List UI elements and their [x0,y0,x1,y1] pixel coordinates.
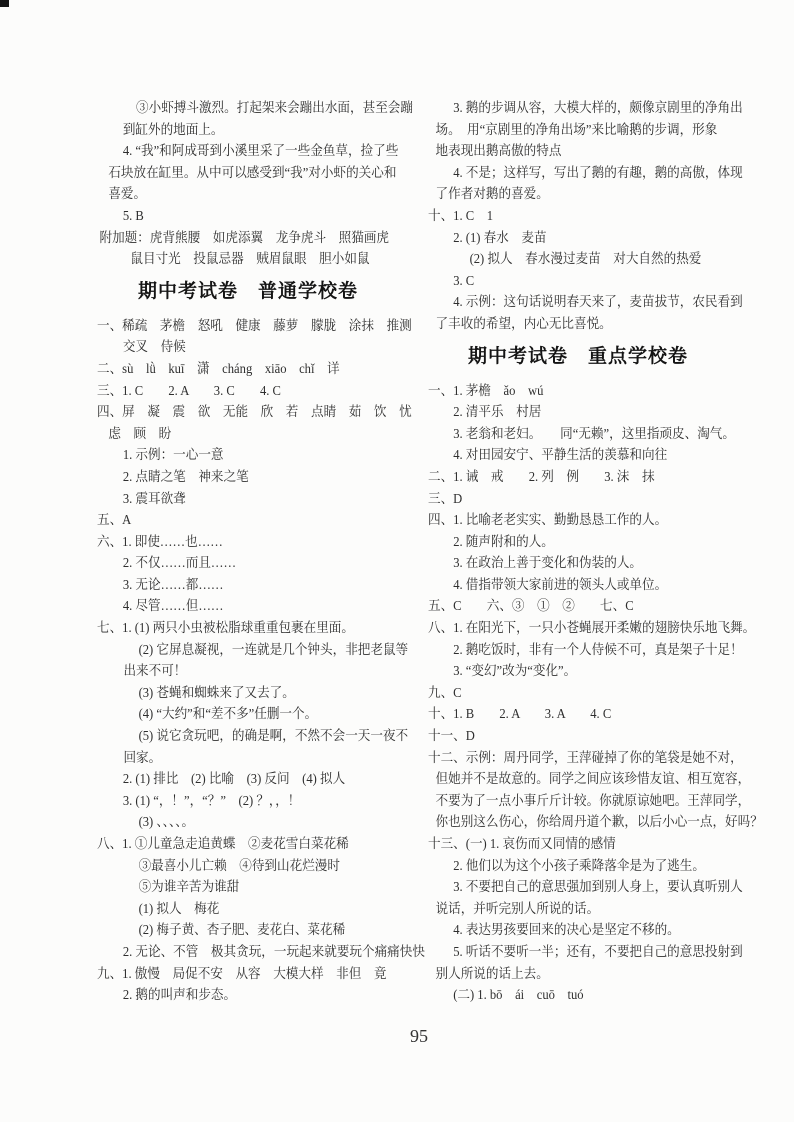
answer-line: 4. 不是；这样写，写出了鹅的有趣，鹅的高傲，体现 [453,164,743,180]
answer-line: 4. 表达男孩要回来的决心是坚定不移的。 [453,922,680,938]
page-number: 95 [410,1026,428,1046]
answer-line: 十一、D [428,728,475,744]
answer-line: 到缸外的地面上。 [122,121,224,137]
answer-line: 场。 用“京剧里的净角出场”来比喻鹅的步调，形象 [435,121,718,137]
answer-line: (2) 它屏息凝视，一连就是几个钟头，非把老鼠等 [138,641,409,657]
answer-line: 出来不可！ [123,663,187,679]
answer-line: 别人所说的话上去。 [435,965,549,981]
answer-line: 2. (1) 春水 麦苗 [453,229,547,245]
answer-line: ⑤为谁辛苦为谁甜 [138,879,240,895]
answer-line: 3. C [453,272,475,288]
answer-line: 附加题：虎背熊腰 如虎添翼 龙争虎斗 照猫画虎 [99,229,390,245]
answer-line: 2. 鹅的叫声和步态。 [122,987,237,1003]
answer-line: 4. 对田园安宁、平静生活的羡慕和向往 [453,447,668,463]
answer-line: 七、1. (1) 两只小虫被松脂球重重包裹在里面。 [97,620,354,636]
answer-line: 四、1. 比喻老老实实、勤勤恳恳工作的人。 [428,512,668,528]
answer-line: (二) 1. bō ái cuō tuó [453,987,584,1003]
answer-line: 2. 点睛之笔 神来之笔 [122,468,249,484]
answer-line: 2. (1) 排比 (2) 比喻 (3) 反问 (4) 拟人 [122,771,346,787]
answer-line: (1) 拟人 梅花 [138,900,220,916]
answer-line: (3) 、、、、。 [138,814,195,830]
answer-line: 回家。 [123,749,162,765]
answer-line: 3. 无论……都…… [122,576,224,592]
answer-line: 二、sù lǜ kuī 潇 cháng xiāo chǐ 详 [97,360,340,376]
answer-line: 五、C 六、③ ① ② 七、C [428,598,634,614]
answer-line: 5. 听话不要听一半；还有，不要把自己的意思投射到 [453,943,743,959]
answer-line: 鼠目寸光 投鼠忌器 贼眉鼠眼 胆小如鼠 [130,251,370,267]
answer-line: ③最喜小儿亡赖 ④待到山花烂漫时 [138,857,340,873]
answer-line: 三、1. C 2. A 3. C 4. C [97,382,281,398]
answer-line: 八、1. ①儿童急走追黄蝶 ②麦花雪白菜花稀 [97,836,349,851]
answer-line: 不要为了一点小事斤斤计较。你就原谅她吧。王萍同学， [435,792,751,808]
answer-line: 一、稀疏 茅檐 怒吼 健康 藤萝 朦胧 涂抹 推测 [97,317,412,333]
answer-line: 3. “变幻”改为“变化”。 [453,663,577,679]
answer-line: 3. 鹅的步调从容，大模大样的，颇像京剧里的净角出 [453,100,743,115]
answer-line: 九、C [428,684,462,700]
answer-line: 了丰收的希望，内心无比喜悦。 [435,315,612,331]
answer-line: 二、1. 诫 戒 2. 列 例 3. 沫 抹 [428,468,655,484]
answer-line: 2. 鹅吃饭时，非有一个人侍候不可，真是架子十足！ [453,641,743,657]
answer-line: 2. 随声附和的人。 [453,533,554,549]
answer-line: 一、1. 茅檐 ǎo wú [428,382,544,398]
answer-line: (4) “大约”和“差不多”任删一个。 [138,706,318,722]
answer-line: 十三、(一) 1. 哀伤而又同情的感情 [428,836,616,851]
answer-line: (5) 说它贪玩吧，的确是啊，不然不会一天一夜不 [138,728,409,744]
answer-line: 十二、示例：周丹同学，王萍碰掉了你的笔袋是她不对， [428,749,743,765]
answer-line: 石块放在缸里。从中可以感受到“我”对小虾的关心和 [108,164,397,180]
answer-line: 3. 在政治上善于变化和伪装的人。 [453,555,642,571]
answer-line: 3. 震耳欲聋 [122,490,186,506]
answer-line: 4. “我”和阿成哥到小溪里采了一些金鱼草，捡了些 [122,143,399,159]
answer-line: (2) 梅子黄、杏子肥、麦花白、菜花稀 [138,922,346,938]
answer-line: 交叉 侍候 [122,339,186,355]
answer-line: 六、1. 即使……也…… [97,533,223,549]
answer-line: 十、1. C 1 [428,207,494,223]
answer-line: 四、屏 凝 震 欲 无能 欣 若 点睛 茹 饮 忧 [97,404,412,420]
answer-line: 喜爱。 [108,186,147,202]
answer-line: 九、1. 傲慢 局促不安 从容 大模大样 非但 竟 [97,965,387,981]
answer-line: 十、1. B 2. A 3. A 4. C [428,706,612,722]
answer-line: (3) 苍蝇和蜘蛛来了又去了。 [138,684,295,700]
answer-line: 4. 借指带领大家前进的领头人或单位。 [453,576,668,592]
answer-line: (2) 拟人 春水漫过麦苗 对大自然的热爱 [469,251,702,267]
answer-line: 2. 无论、不管 极其贪玩，一玩起来就要玩个痛痛快快 [122,943,425,959]
answer-line: 2. 清平乐 村居 [453,404,542,420]
answer-line: 1. 示例：一心一意 [122,447,224,463]
answer-line: 地表现出鹅高傲的特点 [435,143,562,159]
left-column [97,97,425,1006]
answer-line: 2. 不仅……而且…… [122,555,237,571]
section-title: 期中考试卷 普通学校卷 [137,280,358,302]
answer-line: ③小虾搏斗激烈。打起架来会蹦出水面，甚至会蹦 [136,100,413,115]
answer-line: 说话，并听完别人所说的话。 [435,900,600,916]
scan-artifact-mark [0,0,9,7]
answer-line: 5. B [122,207,144,223]
answer-line: 4. 示例：这句话说明春天来了，麦苗拔节，农民看到 [453,294,743,310]
answer-line: 4. 尽管……但…… [122,598,224,614]
answer-line: 八、1. 在阳光下，一只小苍蝇展开柔嫩的翅膀快乐地飞舞。 [428,620,756,636]
section-title: 期中考试卷 重点学校卷 [467,345,688,367]
answer-line: 但她并不是故意的。同学之间应该珍惜友谊、相互宽容， [435,771,751,787]
answer-line: 3. 老翁和老妇。 同“无赖”，这里指顽皮、淘气。 [453,425,735,441]
answer-line: 2. 他们以为这个小孩子乘降落伞是为了逃生。 [453,857,705,873]
answer-line: 三、D [428,490,463,506]
answer-line: 了作者对鹅的喜爱。 [435,186,549,202]
answer-line: 五、A [97,512,132,528]
answer-line: 3. (1) “，！”，“？” (2) ？，，！ [122,792,301,808]
right-column [428,97,763,1006]
answer-line: 你也别这么伤心，你给周丹道个歉，以后小心一点，好吗？ [435,814,763,830]
answer-line: 虑 顾 盼 [108,425,172,441]
answer-line: 3. 不要把自己的意思强加到别人身上，要认真听别人 [453,879,743,895]
